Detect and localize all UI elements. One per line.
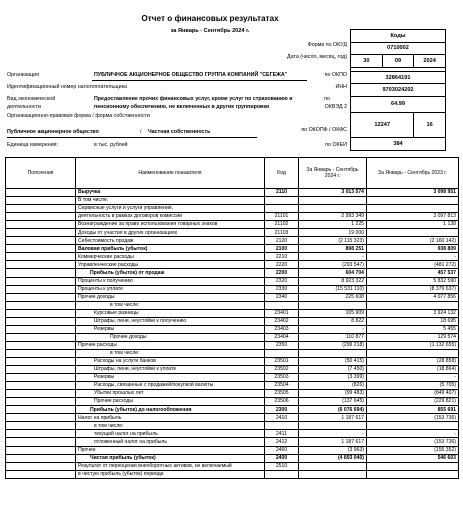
- code-cell: 23404: [265, 333, 299, 341]
- activity-label-2: деятельности: [7, 104, 41, 110]
- code-cell: 2110: [265, 189, 299, 197]
- okved-code: 64.99: [351, 96, 446, 112]
- previous-period-cell: 129 574: [367, 333, 459, 341]
- indicator-name-cell: Валовая прибыль (убыток): [76, 245, 265, 253]
- code-cell: 23506: [265, 398, 299, 406]
- code-cell: [265, 422, 299, 430]
- col-notes-header: Пояснения: [6, 158, 76, 189]
- code-cell: 2510: [265, 462, 299, 470]
- report-period: за Январь - Сентябрь 2024 г.: [170, 28, 250, 34]
- current-period-cell: (4 893 040): [299, 454, 367, 462]
- current-period-cell: (3 399): [299, 374, 367, 382]
- previous-period-cell: 546 603: [367, 454, 459, 462]
- indicator-name-cell: Коммерческие расходы: [76, 253, 265, 261]
- current-period-cell: -: [299, 253, 367, 261]
- table-row: [6, 398, 459, 406]
- code-cell: 21103: [265, 229, 299, 237]
- current-period-cell: 3 013 574: [299, 189, 367, 197]
- previous-period-cell: [367, 301, 459, 309]
- previous-period-cell: (229 821): [367, 398, 459, 406]
- current-period-cell: [299, 301, 367, 309]
- notes-cell: [6, 414, 76, 422]
- current-period-cell: [299, 422, 367, 430]
- code-cell: 2320: [265, 277, 299, 285]
- okpo-label: по ОКПО: [324, 72, 347, 78]
- previous-period-cell: (849 407): [367, 390, 459, 398]
- col-previous-header: За Январь - Сентябрь 2023 г.: [367, 158, 459, 189]
- col-current-header: За Январь - Сентябрь 2024 г.: [299, 158, 367, 189]
- code-cell: 23504: [265, 382, 299, 390]
- previous-period-cell: (155 352): [367, 446, 459, 454]
- previous-period-cell: 855 691: [367, 406, 459, 414]
- current-period-cell: 110 877: [299, 333, 367, 341]
- previous-period-cell: [367, 197, 459, 205]
- org-underline: [92, 80, 307, 81]
- indicator-name-cell: Расходы на услуги банков: [76, 357, 265, 365]
- current-period-cell: [299, 462, 367, 470]
- code-cell: 2411: [265, 430, 299, 438]
- indicator-name-cell: Убытки прошлых лет: [76, 390, 265, 398]
- table-row: [6, 189, 459, 197]
- code-cell: 21101: [265, 213, 299, 221]
- code-cell: 2400: [265, 454, 299, 462]
- notes-cell: [6, 374, 76, 382]
- code-cell: 23402: [265, 317, 299, 325]
- okei-label: по ОКЕИ: [325, 142, 347, 148]
- notes-cell: [6, 430, 76, 438]
- notes-cell: [6, 277, 76, 285]
- previous-period-cell: 5 455: [367, 325, 459, 333]
- notes-cell: [6, 398, 76, 406]
- notes-cell: [6, 390, 76, 398]
- table-row: [6, 245, 459, 253]
- indicator-name-cell: Проценты к получению: [76, 277, 265, 285]
- indicator-name-cell: Управленческие расходы: [76, 261, 265, 269]
- code-cell: [265, 197, 299, 205]
- notes-cell: [6, 269, 76, 277]
- previous-period-cell: (153 736): [367, 438, 459, 446]
- current-period-cell: 105 909: [299, 309, 367, 317]
- inn-row-label: Идентификационный номер налогоплательщика: [7, 84, 127, 90]
- table-row: [6, 229, 459, 237]
- activity-text-2: пенсионному обеспечению, не включенных в другие группировки: [94, 104, 270, 110]
- notes-cell: [6, 349, 76, 357]
- code-cell: 2220: [265, 261, 299, 269]
- code-cell: 2340: [265, 293, 299, 301]
- notes-cell: [6, 205, 76, 213]
- indicator-name-cell: Прибыль (убыток) до налогообложения: [76, 406, 265, 414]
- activity-label: Вид экономической: [7, 96, 56, 102]
- code-cell: 23401: [265, 309, 299, 317]
- previous-period-cell: [367, 349, 459, 357]
- current-period-cell: -: [299, 325, 367, 333]
- notes-cell: [6, 213, 76, 221]
- indicator-name-cell: Себестоимость продаж: [76, 237, 265, 245]
- notes-cell: [6, 293, 76, 301]
- okei-code: 384: [351, 137, 446, 150]
- previous-period-cell: 18 695: [367, 317, 459, 325]
- code-cell: 23501: [265, 357, 299, 365]
- table-row: [6, 406, 459, 414]
- notes-cell: [6, 237, 76, 245]
- okud-code: 0710002: [351, 42, 446, 55]
- notes-cell: [6, 462, 76, 470]
- current-period-cell: -: [299, 430, 367, 438]
- notes-cell: [6, 446, 76, 454]
- inn-label: ИНН: [335, 84, 347, 90]
- previous-period-cell: (5 705): [367, 382, 459, 390]
- indicator-name-cell: Резервы: [76, 325, 265, 333]
- current-period-cell: [299, 349, 367, 357]
- notes-cell: [6, 341, 76, 349]
- code-cell: 2412: [265, 438, 299, 446]
- indicator-name-cell: Расходы, связанные с продажей/покупкой валюты: [76, 382, 265, 390]
- indicator-name-cell: Результат от переоценки внеоборотных активов, не включаемый: [76, 462, 265, 470]
- previous-period-cell: (28 858): [367, 357, 459, 365]
- indicator-name-cell: Прочие расходы: [76, 398, 265, 406]
- table-row: [6, 277, 459, 285]
- indicator-name-cell: в чистую прибыль (убыток) периода: [76, 470, 265, 478]
- previous-period-cell: -: [367, 374, 459, 382]
- inn-code: 9703024202: [351, 84, 446, 97]
- table-row: [6, 470, 459, 478]
- current-period-cell: 19 000: [299, 229, 367, 237]
- previous-period-cell: 457 537: [367, 269, 459, 277]
- table-row: [6, 237, 459, 245]
- indicator-name-cell: Прочие доходы: [76, 333, 265, 341]
- table-row: [6, 462, 459, 470]
- indicator-name-cell: в том числе:: [76, 349, 265, 357]
- activity-text-1: Предоставление прочих финансовых услуг, кроме услуг по страхованию и: [94, 96, 293, 102]
- table-row: [6, 390, 459, 398]
- notes-cell: [6, 333, 76, 341]
- previous-period-cell: (1 132 655): [367, 341, 459, 349]
- table-row: [6, 253, 459, 261]
- current-period-cell: [299, 197, 367, 205]
- current-period-cell: 2 993 349: [299, 213, 367, 221]
- okpo-code: 32864191: [351, 71, 446, 84]
- table-row: [6, 197, 459, 205]
- date-day: 30: [351, 55, 383, 68]
- notes-cell: [6, 189, 76, 197]
- code-cell: 23502: [265, 366, 299, 374]
- code-cell: 2350: [265, 341, 299, 349]
- table-row: [6, 205, 459, 213]
- table-row: [6, 325, 459, 333]
- current-period-cell: 898 251: [299, 245, 367, 253]
- code-cell: 2210: [265, 253, 299, 261]
- indicator-name-cell: Прибыль (убыток) от продаж: [76, 269, 265, 277]
- table-header-row: [6, 158, 459, 189]
- current-period-cell: 1 225: [299, 221, 367, 229]
- code-cell: [265, 349, 299, 357]
- notes-cell: [6, 245, 76, 253]
- current-period-cell: [299, 470, 367, 478]
- legal-form-label: Организационно-правовая форма / форма собственности: [7, 113, 150, 119]
- unit-value: в тыс. рублей: [94, 142, 128, 148]
- previous-period-cell: (18 864): [367, 366, 459, 374]
- previous-period-cell: 3 924 132: [367, 309, 459, 317]
- indicator-name-cell: Штрафы, пени, неустойки к уплате: [76, 366, 265, 374]
- table-row: [6, 269, 459, 277]
- previous-period-cell: [367, 205, 459, 213]
- okopf-code: 12247: [351, 112, 414, 137]
- indicator-name-cell: Налог на прибыль: [76, 414, 265, 422]
- notes-cell: [6, 229, 76, 237]
- notes-cell: [6, 309, 76, 317]
- indicator-name-cell: в том числе:: [76, 422, 265, 430]
- col-name-header: Наименование показателя: [76, 158, 265, 189]
- current-period-cell: (3 963): [299, 446, 367, 454]
- table-row: [6, 301, 459, 309]
- table-row: [6, 261, 459, 269]
- current-period-cell: 604 704: [299, 269, 367, 277]
- notes-cell: [6, 253, 76, 261]
- ownership-form: Частная собственность: [148, 129, 211, 135]
- okved-label: ОКВЭД 2: [324, 104, 347, 110]
- code-cell: 2410: [265, 414, 299, 422]
- current-period-cell: 1 187 617: [299, 414, 367, 422]
- notes-cell: [6, 470, 76, 478]
- code-cell: 2460: [265, 446, 299, 454]
- previous-period-cell: (481 272): [367, 261, 459, 269]
- indicator-name-cell: Чистая прибыль (убыток): [76, 454, 265, 462]
- indicator-name-cell: Доходы от участия в других организациях: [76, 229, 265, 237]
- table-row: [6, 422, 459, 430]
- table-row: [6, 213, 459, 221]
- previous-period-cell: 3 098 951: [367, 189, 459, 197]
- table-row: [6, 285, 459, 293]
- previous-period-cell: (153 736): [367, 414, 459, 422]
- current-period-cell: (7 450): [299, 366, 367, 374]
- notes-cell: [6, 301, 76, 309]
- report-title: Отчет о финансовых результатах: [141, 14, 279, 23]
- table-row: [6, 430, 459, 438]
- table-row: [6, 414, 459, 422]
- table-row: [6, 446, 459, 454]
- current-period-cell: [299, 205, 367, 213]
- current-period-cell: (6 076 694): [299, 406, 367, 414]
- table-row: [6, 349, 459, 357]
- current-period-cell: 8 923 322: [299, 277, 367, 285]
- previous-period-cell: 3 097 813: [367, 213, 459, 221]
- notes-cell: [6, 325, 76, 333]
- indicator-name-cell: Выручка: [76, 189, 265, 197]
- date-month: 09: [382, 55, 414, 68]
- financial-table: [5, 157, 459, 479]
- current-period-cell: (137 645): [299, 398, 367, 406]
- code-cell: 2300: [265, 406, 299, 414]
- code-cell: 2200: [265, 269, 299, 277]
- current-period-cell: 1 187 617: [299, 438, 367, 446]
- indicator-name-cell: деятельность в рамках договоров комиссии: [76, 213, 265, 221]
- code-cell: 23505: [265, 390, 299, 398]
- org-name: ПУБЛИЧНОЕ АКЦИОНЕРНОЕ ОБЩЕСТВО ГРУППА КОМПАНИЙ "СЕГЕЖА": [94, 72, 288, 78]
- table-row: [6, 341, 459, 349]
- previous-period-cell: -: [367, 253, 459, 261]
- table-row: [6, 438, 459, 446]
- codes-box: [350, 29, 446, 151]
- current-period-cell: 225 608: [299, 293, 367, 301]
- current-period-cell: (299 218): [299, 341, 367, 349]
- code-cell: [265, 205, 299, 213]
- code-cell: 2330: [265, 285, 299, 293]
- legal-form-underline: [7, 137, 257, 138]
- previous-period-cell: 5 832 590: [367, 277, 459, 285]
- indicator-name-cell: Вознаграждение за право использования товарных знаков: [76, 221, 265, 229]
- table-row: [6, 357, 459, 365]
- ownership-separator: /: [140, 129, 142, 135]
- code-cell: 2100: [265, 245, 299, 253]
- unit-label: Единица измерения:: [7, 142, 59, 148]
- indicator-name-cell: в том числе:: [76, 301, 265, 309]
- previous-period-cell: 4 077 856: [367, 293, 459, 301]
- notes-cell: [6, 422, 76, 430]
- current-period-cell: (826): [299, 382, 367, 390]
- current-period-cell: 8 822: [299, 317, 367, 325]
- indicator-name-cell: Штрафы, пени, неустойки к получению: [76, 317, 265, 325]
- notes-cell: [6, 221, 76, 229]
- current-period-cell: (99 483): [299, 390, 367, 398]
- okopf-label: по ОКОПФ / ОКФС: [301, 127, 347, 133]
- indicator-name-cell: В том числе:: [76, 197, 265, 205]
- indicator-name-cell: Прочее: [76, 446, 265, 454]
- indicator-name-cell: Курсовые разницы: [76, 309, 265, 317]
- legal-form: Публичное акционерное общество: [7, 129, 99, 135]
- previous-period-cell: 1 138: [367, 221, 459, 229]
- table-row: [6, 293, 459, 301]
- code-cell: [265, 470, 299, 478]
- previous-period-cell: [367, 229, 459, 237]
- indicator-name-cell: Прочие расходы: [76, 341, 265, 349]
- table-row: [6, 309, 459, 317]
- org-label: Организация: [7, 72, 39, 78]
- indicator-name-cell: Проценты к уплате: [76, 285, 265, 293]
- table-row: [6, 317, 459, 325]
- previous-period-cell: [367, 422, 459, 430]
- previous-period-cell: 938 809: [367, 245, 459, 253]
- code-cell: [265, 301, 299, 309]
- date-year: 2024: [414, 55, 446, 68]
- current-period-cell: (2 115 323): [299, 237, 367, 245]
- notes-cell: [6, 317, 76, 325]
- notes-cell: [6, 261, 76, 269]
- notes-cell: [6, 438, 76, 446]
- notes-cell: [6, 285, 76, 293]
- okved-prefix: по: [324, 96, 330, 102]
- table-row: [6, 454, 459, 462]
- table-row: [6, 374, 459, 382]
- okfs-code: 16: [414, 112, 446, 137]
- notes-cell: [6, 366, 76, 374]
- current-period-cell: (293 547): [299, 261, 367, 269]
- table-row: [6, 333, 459, 341]
- indicator-name-cell: текущий налог на прибыль: [76, 430, 265, 438]
- current-period-cell: (50 415): [299, 357, 367, 365]
- table-row: [6, 221, 459, 229]
- notes-cell: [6, 197, 76, 205]
- notes-cell: [6, 406, 76, 414]
- date-label: Дата (число, месяц, год): [287, 54, 347, 60]
- notes-cell: [6, 454, 76, 462]
- codes-header: Коды: [351, 30, 446, 43]
- indicator-name-cell: Сервисные услуги и услуги управления,: [76, 205, 265, 213]
- code-cell: 2120: [265, 237, 299, 245]
- indicator-name-cell: отложенный налог на прибыль: [76, 438, 265, 446]
- table-row: [6, 366, 459, 374]
- previous-period-cell: [367, 462, 459, 470]
- current-period-cell: (15 531 110): [299, 285, 367, 293]
- notes-cell: [6, 357, 76, 365]
- code-cell: 21102: [265, 221, 299, 229]
- code-cell: 23403: [265, 325, 299, 333]
- table-row: [6, 382, 459, 390]
- code-cell: 23503: [265, 374, 299, 382]
- indicator-name-cell: Резервы: [76, 374, 265, 382]
- notes-cell: [6, 382, 76, 390]
- previous-period-cell: [367, 470, 459, 478]
- col-code-header: Код: [265, 158, 299, 189]
- indicator-name-cell: Прочие доходы: [76, 293, 265, 301]
- previous-period-cell: -: [367, 430, 459, 438]
- previous-period-cell: (2 160 142): [367, 237, 459, 245]
- okud-label: Форма по ОКУД: [307, 42, 347, 48]
- previous-period-cell: (8 379 637): [367, 285, 459, 293]
